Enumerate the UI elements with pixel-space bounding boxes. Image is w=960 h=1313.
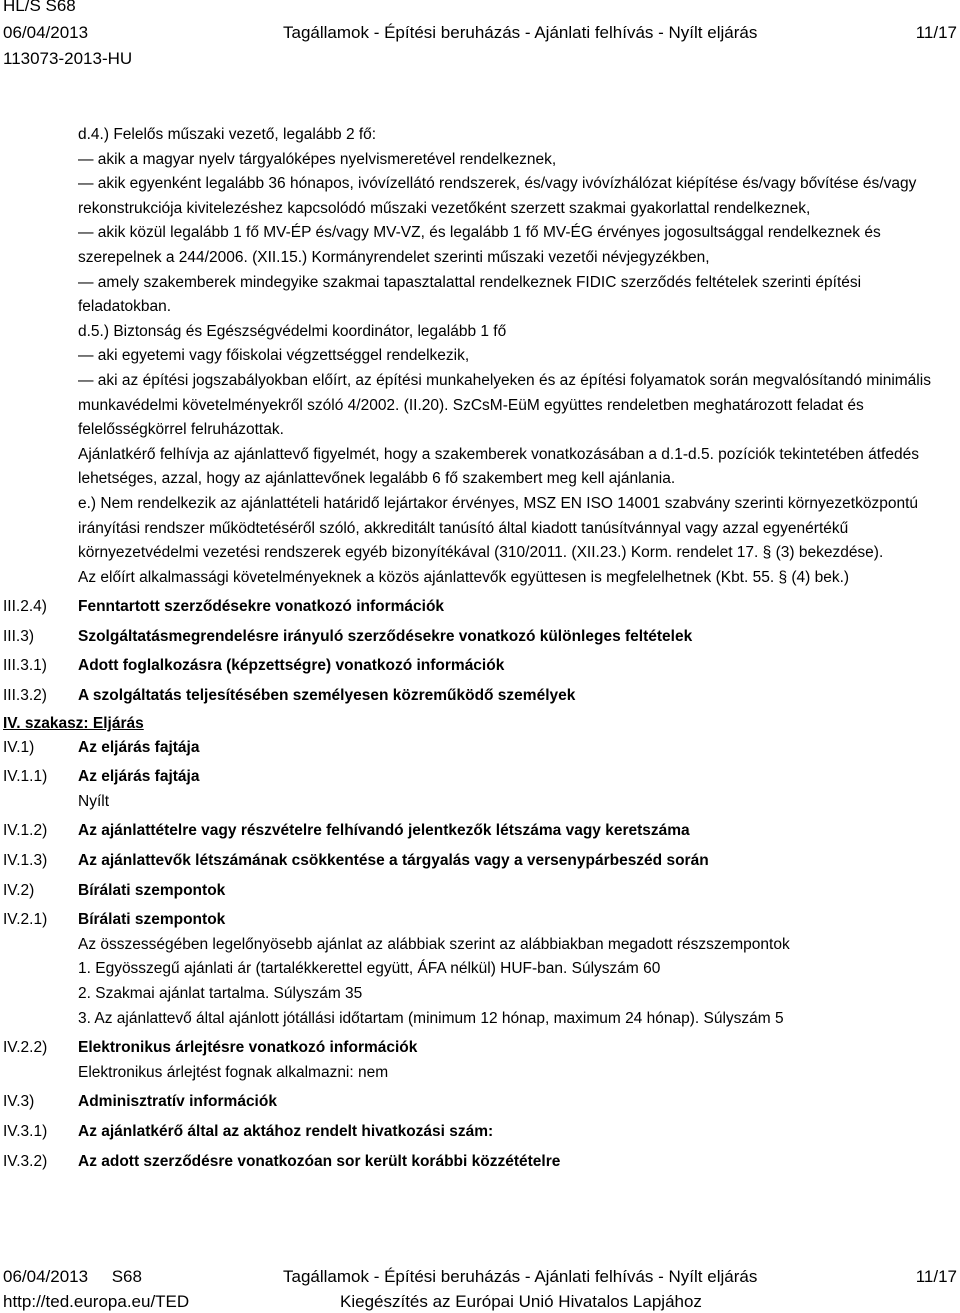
footer-date-code: 06/04/2013 S68	[3, 1267, 142, 1286]
paragraph: Az előírt alkalmassági követelményeknek a közös ajánlattevők együttesen is megfelelhetnek (Kbt. 55. § (4) bek.)	[78, 568, 850, 586]
section-heading: Adminisztratív információk	[78, 1093, 277, 1111]
paragraph: d.5.) Biztonság és Egészségvédelmi koordinátor, legalább 1 fő	[78, 322, 507, 340]
section-heading: Bírálati szempontok	[78, 911, 226, 929]
section-iv-2	[0, 879, 960, 904]
section-number: IV.1.3)	[3, 852, 48, 870]
section-iv-2-1	[0, 908, 960, 1031]
section-iv-3	[0, 1090, 960, 1115]
section-number: IV.3)	[3, 1093, 35, 1111]
section-heading: Az eljárás fajtája	[78, 738, 200, 756]
criteria-item: 1. Egyösszegű ajánlati ár (tartalékkerettel együtt, ÁFA nélkül) HUF-ban. Súlyszám 60	[78, 960, 661, 978]
page-footer	[0, 1264, 960, 1311]
section-heading: Az adott szerződésre vonatkozóan sor került korábbi közzétételre	[78, 1152, 561, 1170]
header-code: HL/S S68	[3, 0, 76, 15]
section-value: Elektronikus árlejtést fognak alkalmazni: nem	[78, 1063, 389, 1081]
section-iii-3	[0, 625, 960, 650]
section-number: IV.1)	[3, 738, 35, 756]
paragraph: — amely szakemberek mindegyike szakmai tapasztalattal rendelkeznek FIDIC szerződés feltételek szerinti építési feladatokban.	[78, 273, 862, 316]
section-number: IV.3.2)	[3, 1152, 48, 1170]
footer-title: Tagállamok - Építési beruházás - Ajánlati felhívás - Nyílt eljárás	[283, 1267, 758, 1286]
section-heading: Adott foglalkozásra (képzettségre) vonatkozó információk	[78, 657, 505, 675]
header-title: Tagállamok - Építési beruházás - Ajánlati felhívás - Nyílt eljárás	[283, 23, 758, 42]
section-iv-1	[0, 736, 960, 761]
section-number: IV.2.2)	[3, 1039, 48, 1057]
section-number: IV.1.1)	[3, 768, 48, 786]
footer-supplement: Kiegészítés az Európai Unió Hivatalos Lapjához	[340, 1292, 702, 1311]
footer-page-number: 11/17	[915, 1267, 957, 1286]
paragraph: — akik közül legalább 1 fő MV-ÉP és/vagy MV-VZ, és legalább 1 fő MV-ÉG érvényes jogosultsággal rendelkeznek és szerepelnek a 244/2006. (XII.15.) Kormányrendelet szerinti műszaki vezetői névjegyzékben,	[78, 224, 881, 266]
paragraph: — aki az építési jogszabályokban előírt, az építési munkahelyeken és az építési folyamatok során megvalósítandó minimális munkavédelmi követelményekről szóló 4/2002. (II.20). SzCsM-EüM együttes rendeletben meghatározott feladat és felelősségkörrel felruházottak.	[78, 371, 931, 439]
section-number: III.3.1)	[3, 657, 47, 675]
paragraph: — aki egyetemi vagy főiskolai végzettséggel rendelkezik,	[78, 347, 470, 365]
section-heading: Az ajánlatkérő által az aktához rendelt hivatkozási szám:	[78, 1122, 494, 1140]
section-iv-2-2	[0, 1036, 960, 1085]
section-heading: A szolgáltatás teljesítésében személyesen közreműködő személyek	[78, 687, 576, 705]
section-heading: Az eljárás fajtája	[78, 768, 200, 786]
footer-url[interactable]: http://ted.europa.eu/TED	[3, 1292, 190, 1311]
section-heading: Az ajánlattételre vagy részvételre felhívandó jelentkezők létszáma vagy keretszáma	[78, 822, 690, 840]
section-iv-3-1	[0, 1120, 960, 1145]
paragraph: d.4.) Felelős műszaki vezető, legalább 2 fő:	[78, 126, 377, 143]
section-heading: Fenntartott szerződésekre vonatkozó információk	[78, 598, 445, 616]
document-body	[0, 123, 960, 1174]
page-header	[0, 0, 960, 72]
paragraph: — akik a magyar nyelv tárgyalóképes nyelvismeretével rendelkeznek,	[78, 150, 557, 168]
header-doc-id: 113073-2013-HU	[3, 49, 133, 68]
criteria-item: 3. Az ajánlattevő által ajánlott jótállási időtartam (minimum 12 hónap, maximum 24 hónap). Súlyszám 5	[78, 1009, 784, 1027]
section-iv-1-1	[0, 765, 960, 814]
section-heading: Az ajánlattevők létszámának csökkentése a tárgyalás vagy a versenypárbeszéd során	[78, 852, 709, 870]
section-iii-3-1	[0, 654, 960, 679]
section-iii-3-2	[0, 684, 960, 709]
section-heading: Bírálati szempontok	[78, 881, 226, 899]
section-heading: Elektronikus árlejtésre vonatkozó információk	[78, 1039, 418, 1057]
header-page-number: 11/17	[915, 23, 957, 42]
section-number: IV.1.2)	[3, 822, 48, 840]
paragraph: Ajánlatkérő felhívja az ajánlattevő figyelmét, hogy a szakemberek vonatkozásában a d.1-d.5. pozíciók tekintetében átfedés lehetséges, azzal, hogy az ajánlattevőnek legalább 6 fő szakembert meg kell ajánlania.	[78, 445, 919, 488]
section-number: III.2.4)	[3, 598, 47, 616]
paragraph: — akik egyenként legalább 36 hónapos, ivóvízellátó rendszerek, és/vagy ivóvízhálózat kiépítése és/vagy bővítése és/vagy rekonstrukciója kivitelezéshez kapcsolódó műszaki vezetőként szerzett szakmai gyakorlattal rendelkeznek,	[78, 175, 917, 217]
section-number: IV.3.1)	[3, 1122, 48, 1140]
section-iv-3-2	[0, 1150, 960, 1175]
section-value: Nyílt	[78, 792, 109, 810]
part-heading: IV. szakasz: Eljárás	[3, 714, 144, 732]
section-number: III.3)	[3, 627, 35, 645]
criteria-item: 2. Szakmai ajánlat tartalma. Súlyszám 35	[78, 985, 363, 1002]
section-heading: Szolgáltatásmegrendelésre irányuló szerződésekre vonatkozó különleges feltételek	[78, 627, 693, 645]
header-date: 06/04/2013	[3, 23, 89, 42]
section-iv-1-2	[0, 819, 960, 844]
section-number: III.3.2)	[3, 687, 47, 705]
paragraph: e.) Nem rendelkezik az ajánlattételi határidő lejártakor érvényes, MSZ EN ISO 14001 szabvány szerinti környezetközpontú irányítási rendszer működtetéséről szóló, akkreditált tanúsító által kiadott tanúsítvánnyal vagy azzal egyenértékű környezetvédelmi vezetési rendszerek egyéb bizonyítékával (310/2011. (XII.23.) Korm. rendelet 17. § (3) bekezdése).	[78, 494, 918, 562]
section-number: IV.2.1)	[3, 911, 48, 929]
section-iv-1-3	[0, 849, 960, 874]
section-number: IV.2)	[3, 881, 35, 899]
section-iii-2-4	[0, 595, 960, 620]
criteria-intro: Az összességében legelőnyösebb ajánlat az alábbiak szerint az alábbiakban megadott részszempontok	[78, 935, 790, 953]
